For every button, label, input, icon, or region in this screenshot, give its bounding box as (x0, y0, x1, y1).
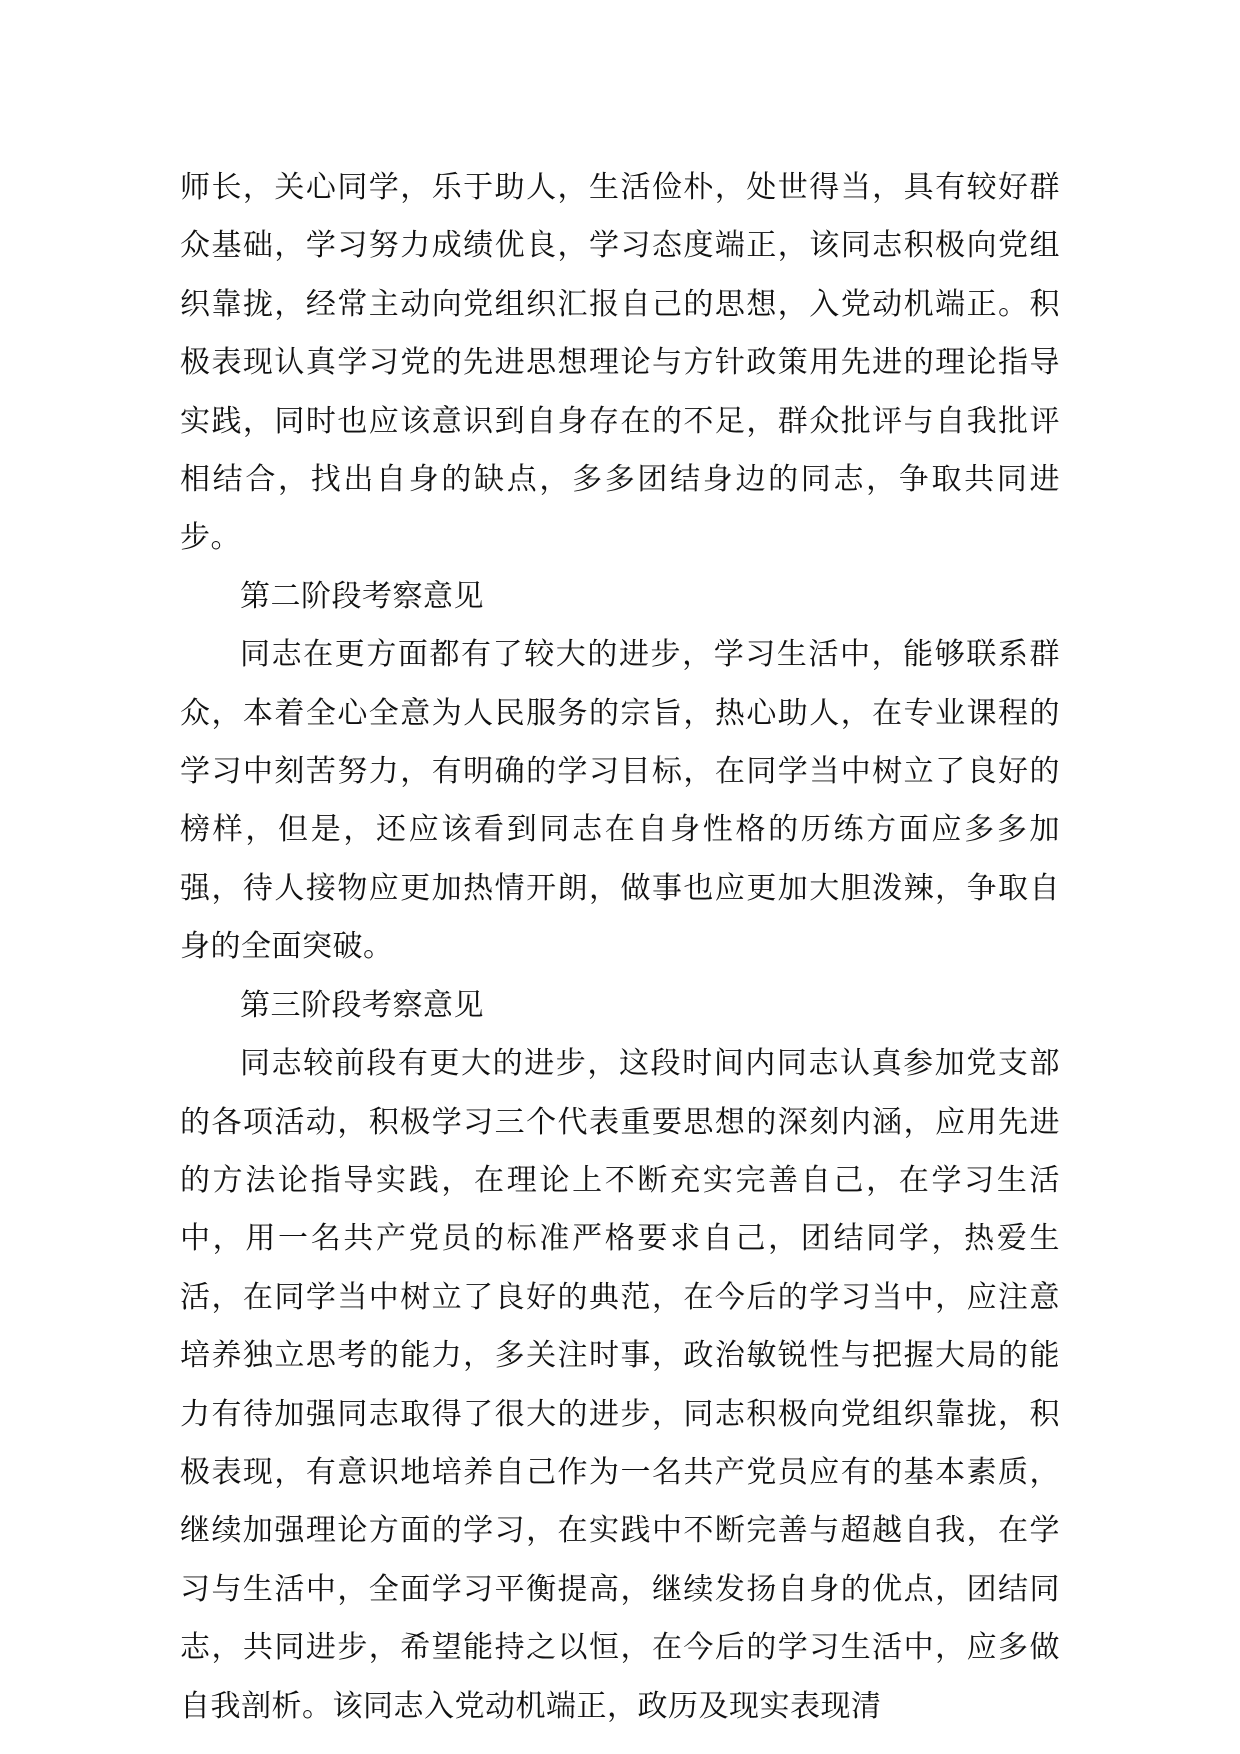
section-heading-stage-three: 第三阶段考察意见 (240, 987, 484, 1023)
document-page (180, 159, 1060, 1736)
paragraph-continuation: 师长，关心同学，乐于助人，生活俭朴，处世得当，具有较好群众基础，学习努力成绩优良，学习态度端正，该同志积极向党组织靠拢，经常主动向党组织汇报自己的思想，入党动机端正。积极表现认真学习党的先进思想理论与方针政策用先进的理论指导实践，同时也应该意识到自身存在的不足，群众批评与自我批评相结合，找出自身的缺点，多多团结身边的同志，争取共同进步。 (180, 170, 1060, 556)
paragraph-stage-two-opinion: 同志在更方面都有了较大的进步，学习生活中，能够联系群众，本着全心全意为人民服务的宗旨，热心助人，在专业课程的学习中刻苦努力，有明确的学习目标，在同学当中树立了良好的榜样，但是，还应该看到同志在自身性格的历练方面应多多加强，待人接物应更加热情开朗，做事也应更加大胆泼辣，争取自身的全面突破。 (180, 637, 1060, 965)
paragraph-stage-three-opinion: 同志较前段有更大的进步，这段时间内同志认真参加党支部的各项活动，积极学习三个代表重要思想的深刻内涵，应用先进的方法论指导实践，在理论上不断充实完善自己，在学习生活中，用一名共产党员的标准严格要求自己，团结同学，热爱生活，在同学当中树立了良好的典范，在今后的学习当中，应注意培养独立思考的能力，多关注时事，政治敏锐性与把握大局的能力有待加强同志取得了很大的进步，同志积极向党组织靠拢，积极表现，有意识地培养自己作为一名共产党员应有的基本素质，继续加强理论方面的学习，在实践中不断完善与超越自我，在学习与生活中，全面学习平衡提高，继续发扬自身的优点，团结同志，共同进步，希望能持之以恒，在今后的学习生活中，应多做自我剖析。该同志入党动机端正，政历及现实表现清 (180, 1046, 1060, 1724)
section-heading-stage-two: 第二阶段考察意见 (240, 578, 484, 614)
